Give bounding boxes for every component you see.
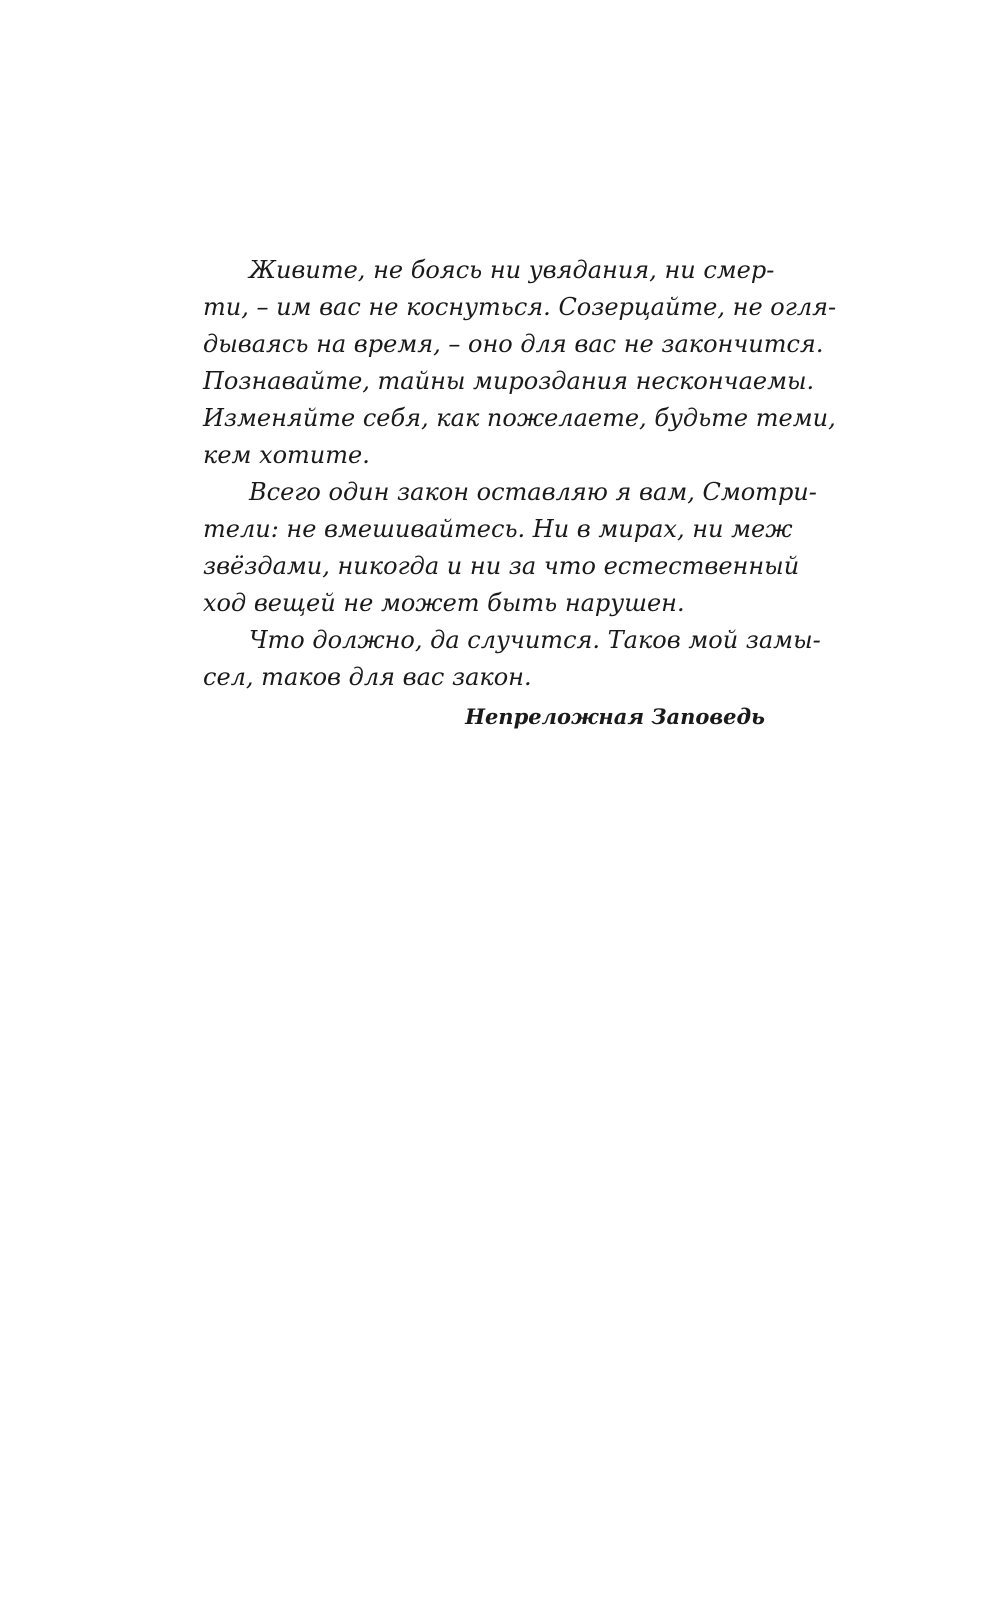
text-line: ход вещей не может быть нарушен.: [203, 589, 685, 617]
epigraph-paragraph-1: [203, 252, 837, 474]
text-line: Познавайте, тайны мироздания нескончаемы.: [203, 367, 815, 395]
text-line: кем хотите.: [203, 441, 370, 469]
text-line: Изменяйте себя, как пожелаете, будьте теми,: [203, 404, 836, 432]
epigraph-attribution: Непреложная Заповедь: [465, 704, 765, 729]
text-line: тели: не вмешивайтесь. Ни в мирах, ни меж: [203, 515, 793, 543]
text-line: сел, таков для вас закон.: [203, 663, 532, 691]
text-line: Живите, не боясь ни увядания, ни смер-: [249, 256, 775, 284]
epigraph-paragraph-2: [203, 474, 817, 622]
text-line: Всего один закон оставляю я вам, Смотри-: [249, 478, 817, 506]
epigraph-text: [203, 252, 837, 696]
text-line: дываясь на время, – оно для вас не закончится.: [203, 330, 824, 358]
text-line: звёздами, никогда и ни за что естественный: [203, 552, 800, 580]
epigraph-paragraph-3: [203, 622, 821, 696]
text-line: Что должно, да случится. Таков мой замы-: [249, 626, 821, 654]
text-line: ти, – им вас не коснуться. Созерцайте, не огля-: [203, 293, 837, 321]
